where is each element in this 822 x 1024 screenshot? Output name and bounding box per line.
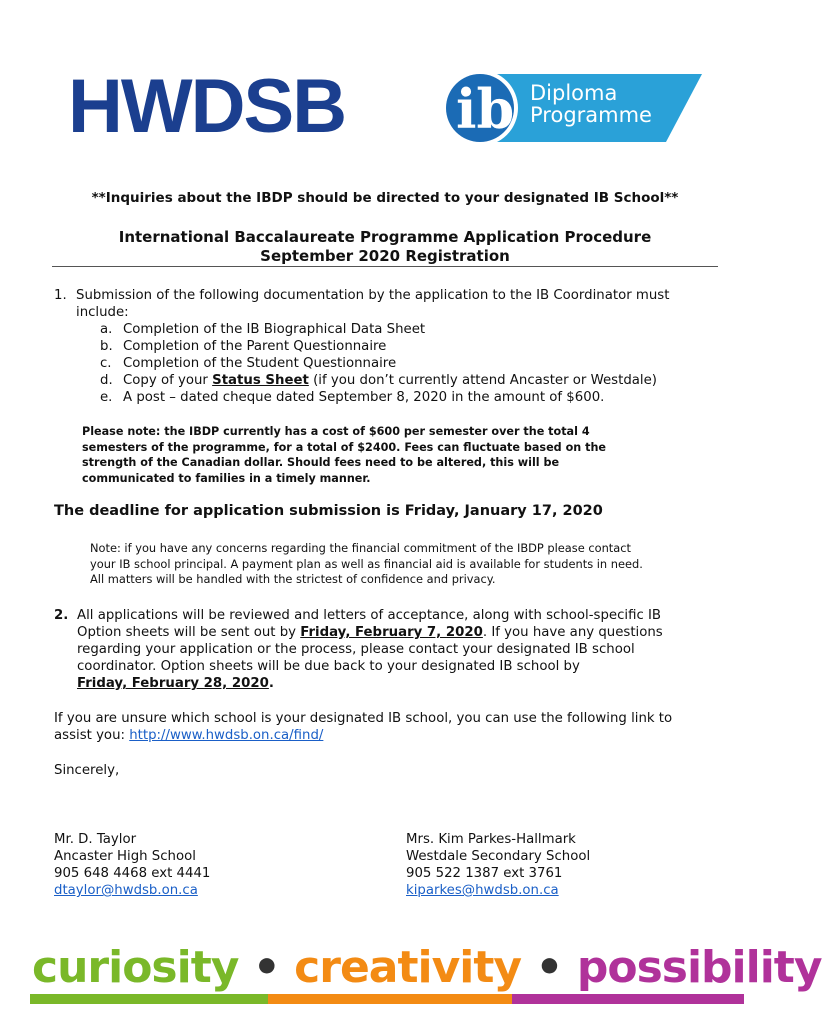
fee-note-line: semesters of the programme, for a total of $2400. Fees can fluctuate based on the — [82, 440, 607, 454]
item-2-line: regarding your application or the process, please contact your designated IB school — [77, 642, 635, 657]
subitem-d-post: (if you don’t currently attend Ancaster or Westdale) — [308, 373, 657, 388]
item-2-line: All applications will be reviewed and letters of acceptance, along with school-specific IB — [77, 608, 662, 623]
ib-logo-line2: Programme — [530, 103, 652, 127]
page-title: International Baccalaureate Programme Application Procedure — [118, 228, 652, 246]
option-sheet-due-date: Friday, February 28, 2020 — [77, 676, 269, 691]
item-2-line — [77, 624, 737, 641]
financial-note-line: Note: if you have any concerns regarding the financial commitment of the IBDP please contact — [90, 541, 631, 555]
item-2-line2-post: . If you have any questions — [482, 625, 663, 640]
subitem-d-pre: Copy of your — [123, 373, 213, 388]
contact-parkes-hallmark — [406, 831, 590, 899]
slogan-separator: • — [238, 942, 295, 993]
fee-note-line: Please note: the IBDP currently has a cost of $600 per semester over the total 4 — [82, 425, 590, 438]
designated-school-note — [54, 710, 734, 744]
item-1-text: Submission of the following documentation by the application to the IB Coordinator must — [76, 288, 670, 303]
item-1-number: 1. — [54, 288, 67, 303]
subitem-letter: e. — [100, 390, 113, 405]
item-1-text-cont: include: — [76, 305, 129, 320]
designated-school-line2-pre: assist you: — [54, 728, 130, 743]
title-divider — [52, 266, 718, 267]
footer-bar-orange — [268, 994, 512, 1004]
subitem-b: Completion of the Parent Questionnaire — [123, 339, 387, 354]
subitem-c: Completion of the Student Questionnaire — [123, 356, 397, 371]
financial-note-line: All matters will be handled with the strictest of confidence and privacy. — [90, 572, 496, 587]
slogan-possibility: possibility — [576, 942, 822, 993]
inquiry-note: **Inquiries about the IBDP should be directed to your designated IB School** — [91, 190, 679, 206]
contact-email-link[interactable]: dtaylor@hwdsb.on.ca — [54, 883, 198, 898]
item-2-line5-post: . — [268, 676, 274, 691]
contact-name: Mr. D. Taylor — [54, 832, 137, 847]
contact-school: Westdale Secondary School — [406, 849, 591, 864]
closing: Sincerely, — [54, 763, 120, 778]
contact-phone: 905 648 4468 ext 4441 — [54, 866, 211, 881]
deadline-heading: The deadline for application submission is Friday, January 17, 2020 — [54, 503, 603, 519]
designated-school-line: If you are unsure which school is your designated IB school, you can use the following link to — [54, 711, 673, 726]
item-2-line: coordinator. Option sheets will be due back to your designated IB school by — [77, 659, 580, 674]
ib-diploma-logo — [436, 70, 706, 146]
subitem-letter: a. — [100, 322, 113, 337]
contact-school: Ancaster High School — [54, 849, 196, 864]
item-2-text — [77, 607, 737, 692]
contact-taylor — [54, 831, 210, 899]
status-sheet-label: Status Sheet — [212, 373, 309, 388]
slogan-creativity: creativity — [294, 942, 522, 993]
slogan-curiosity: curiosity — [32, 942, 239, 993]
designated-school-line — [54, 727, 734, 744]
fee-note-line: strength of the Canadian dollar. Should fees need to be altered, this will be — [82, 456, 560, 470]
subitem-letter: c. — [100, 356, 112, 371]
slogan-separator: • — [521, 942, 577, 993]
contact-email-link[interactable]: kiparkes@hwdsb.on.ca — [406, 883, 559, 898]
financial-note — [90, 541, 730, 588]
footer-bar-purple — [512, 994, 744, 1004]
find-school-link[interactable]: http://www.hwdsb.on.ca/find/ — [129, 728, 324, 743]
subitem-letter: d. — [100, 373, 113, 388]
contact-phone: 905 522 1387 ext 3761 — [406, 866, 563, 881]
footer-bar-green — [30, 994, 268, 1004]
contact-name: Mrs. Kim Parkes-Hallmark — [406, 832, 576, 847]
subitem-a: Completion of the IB Biographical Data Sheet — [123, 322, 426, 337]
page-subtitle: September 2020 Registration — [260, 247, 510, 265]
item-2-line — [77, 675, 737, 692]
item-2-number: 2. — [54, 608, 69, 623]
subitem-d — [123, 372, 657, 389]
subitem-e: A post – dated cheque dated September 8, 2020 in the amount of $600. — [123, 390, 605, 405]
fee-note — [82, 424, 682, 486]
ib-mark-text: ib — [456, 77, 515, 141]
hwdsb-logo: HWDSB — [68, 64, 346, 149]
item-2-line2-pre: Option sheets will be sent out by — [77, 625, 301, 640]
acceptance-date: Friday, February 7, 2020 — [300, 625, 483, 640]
slogan — [32, 940, 822, 996]
ib-logo-line1: Diploma — [530, 81, 618, 105]
subitem-letter: b. — [100, 339, 113, 354]
fee-note-line: communicated to families in a timely manner. — [82, 471, 371, 485]
financial-note-line: your IB school principal. A payment plan as well as financial aid is available for students in need. — [90, 556, 643, 571]
